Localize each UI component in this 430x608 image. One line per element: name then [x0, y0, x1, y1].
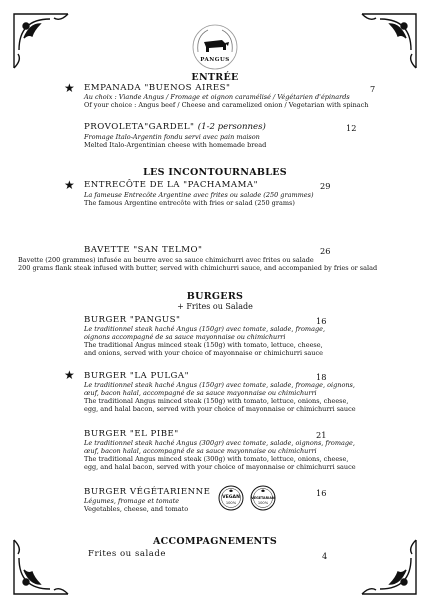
logo-text: PANGUS [200, 57, 230, 63]
dish-price: 4 [322, 551, 328, 561]
dish-desc-fr: La fameuse Entrecôte Argentine avec frites ou salade (250 grammes) [84, 191, 314, 199]
star-icon: ★ [64, 368, 75, 382]
dish-name: ENTRECÔTE DE LA "PACHAMAMA" [84, 180, 259, 190]
dish-desc-en: egg, and halal bacon, served with your choice of mayonnaise or chimichurri sauce [84, 463, 356, 471]
badge-bottom-text: 100% [257, 501, 269, 505]
dish-desc-en: The famous Argentine entrecôte with fries or salad (250 grams) [84, 199, 295, 207]
dish-price: 7 [370, 84, 376, 94]
dish-name: BURGER VÉGÉTARIENNE [84, 487, 211, 497]
section-title-incontournables: LES INCONTOURNABLES [143, 167, 287, 178]
dish-price: 12 [346, 123, 357, 133]
dish-desc-en: Of your choice : Angus beef / Cheese and caramelized onion / Vegetarian with spinach [84, 101, 369, 109]
dish-desc-fr: œuf, bacon halal, accompagné de sa sauce mayonnaise ou chimichurri [84, 389, 317, 397]
dish-desc-fr: œuf, bacon halal, accompagné de sa sauce mayonnaise ou chimichurri [84, 447, 317, 455]
vegetarian-badge [250, 485, 276, 511]
dish-desc-en: The traditional Angus minced steak (150g) with tomato, lettuce, onions, cheese, [84, 397, 349, 405]
dish-desc-fr: Le traditionnel steak haché Angus (150gr) avec tomate, salade, fromage, oignons, [84, 381, 355, 389]
star-icon: ★ [64, 178, 75, 192]
badge-top-text: VEGAN [222, 495, 240, 500]
dish-desc-fr: Légumes, fromage et tomate [84, 497, 180, 505]
dish-price: 18 [316, 372, 327, 382]
dish-price: 29 [320, 181, 331, 191]
dish-name: BURGER "EL PIBE" [84, 429, 179, 439]
dish-desc-fr: Le traditionnel steak haché Angus (150gr) avec tomate, salade, fromage, [84, 325, 326, 333]
dish-price: 21 [316, 430, 327, 440]
dish-name: BURGER "PANGUS" [84, 315, 181, 325]
dish-price: 26 [320, 246, 331, 256]
dish-name: BURGER "LA PULGA" [84, 371, 190, 381]
vegan-badge [218, 485, 244, 511]
dish-desc-en: and onions, served with your choice of mayonnaise or chimichurri sauce [84, 349, 323, 357]
dish-desc-en: Melted Italo-Argentinian cheese with homemade bread [84, 141, 267, 149]
dish-name-suffix: (1-2 personnes) [197, 122, 266, 132]
dish-desc-en: Vegetables, cheese, and tomato [84, 505, 189, 513]
section-title-burgers: BURGERS [186, 291, 244, 302]
dish-price: 16 [316, 316, 327, 326]
dish-desc-fr: oignons accompagné de sa sauce mayonnaise ou chimichurri [84, 333, 286, 341]
dish-desc-en: egg, and halal bacon, served with your choice of mayonnaise or chimichurri sauce [84, 405, 356, 413]
dish-desc-en: 200 grams flank steak infused with butter, served with chimichurri sauce, and accompanied by fries or salad [18, 264, 378, 272]
section-subtitle-burgers: + Frites ou Salade [177, 302, 253, 311]
dish-desc-fr: Au choix : Viande Angus / Fromage et oignon caramélisé / Végétarien d'épinards [84, 93, 350, 101]
dish-desc-fr: Le traditionnel steak haché Angus (300gr) avec tomate, salade, oignons, fromage, [84, 439, 355, 447]
star-icon: ★ [64, 81, 75, 95]
dish-name: EMPANADA "BUENOS AIRES" [84, 83, 231, 93]
dish-desc-en: The traditional Angus minced steak (300g) with tomato, lettuce, onions, cheese, [84, 455, 349, 463]
dish-desc-fr: Bavette (200 grammes) infusée au beurre avec sa sauce chimichurri avec frites ou salade [18, 256, 314, 264]
dish-name: Frites ou salade [88, 549, 166, 559]
dish-name: PROVOLETA"GARDEL" (1-2 personnes) [84, 122, 266, 132]
cow-icon [190, 22, 240, 72]
pangus-logo [190, 22, 240, 72]
dish-name: BAVETTE "SAN TELMO" [84, 245, 203, 255]
badge-top-text: VEGETARIAN [251, 495, 275, 500]
top-right-ornament-icon [358, 10, 420, 72]
dish-price: 16 [316, 488, 327, 498]
dish-desc-fr: Fromage Italo-Argentin fondu servi avec pain maison [84, 133, 260, 141]
top-left-ornament-icon [10, 10, 72, 72]
section-title-accompagnements: ACCOMPAGNEMENTS [152, 536, 277, 547]
section-title-entree: ENTRÉE [191, 72, 239, 83]
dish-desc-en: The traditional Angus minced steak (150g) with tomato, lettuce, cheese, [84, 341, 323, 349]
badge-bottom-text: 100% [225, 501, 237, 505]
